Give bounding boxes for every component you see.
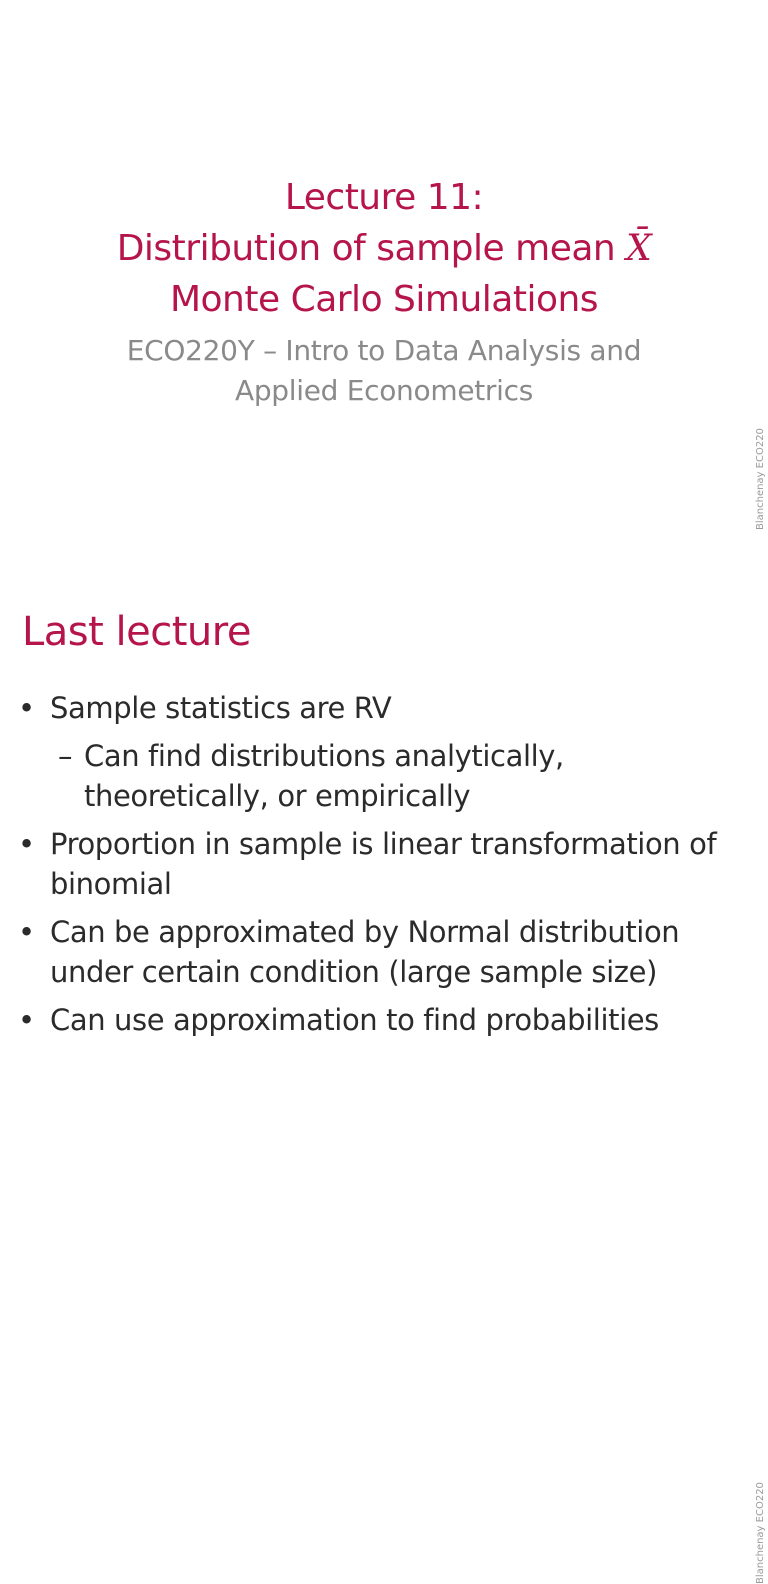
- bullet-icon: •: [18, 827, 35, 861]
- title-line-2-text: Distribution of sample mean: [116, 228, 627, 269]
- slide-heading: Last lecture: [22, 609, 251, 655]
- title-line-2: [0, 223, 768, 274]
- bullet-text: Can be approximated by Normal distribution under certain condition (large sample size): [50, 915, 680, 989]
- bullet-text: Sample statistics are RV: [50, 691, 392, 725]
- subtitle-line-1: ECO220Y – Intro to Data Analysis and: [126, 334, 642, 367]
- lecture-title: [0, 172, 768, 325]
- author-watermark: Blanchenay ECO220: [755, 428, 766, 530]
- bullet-item: [0, 824, 768, 904]
- x-bar-symbol: X̄: [626, 228, 652, 269]
- sub-bullet-text: Can find distributions analytically, theoretically, or empirically: [84, 739, 564, 813]
- title-line-1: Lecture 11:: [284, 177, 484, 218]
- title-slide: [0, 0, 768, 560]
- bullet-item: [0, 912, 768, 992]
- bullet-icon: •: [18, 691, 35, 725]
- bullet-text: Can use approximation to find probabilities: [50, 1003, 659, 1037]
- bullet-item: [0, 688, 768, 728]
- author-watermark: Blanchenay ECO220: [755, 1482, 766, 1584]
- bullet-icon: •: [18, 1003, 35, 1037]
- course-subtitle: [0, 331, 768, 411]
- bullet-icon: •: [18, 915, 35, 949]
- bullet-list: [0, 688, 768, 1048]
- title-line-3: Monte Carlo Simulations: [169, 279, 599, 320]
- dash-icon: –: [58, 739, 73, 773]
- subtitle-line-2: Applied Econometrics: [234, 374, 533, 407]
- bullet-item: [0, 1000, 768, 1040]
- bullet-text: Proportion in sample is linear transformation of binomial: [50, 827, 717, 901]
- sub-bullet-item: [0, 736, 768, 816]
- last-lecture-slide: [0, 560, 768, 1584]
